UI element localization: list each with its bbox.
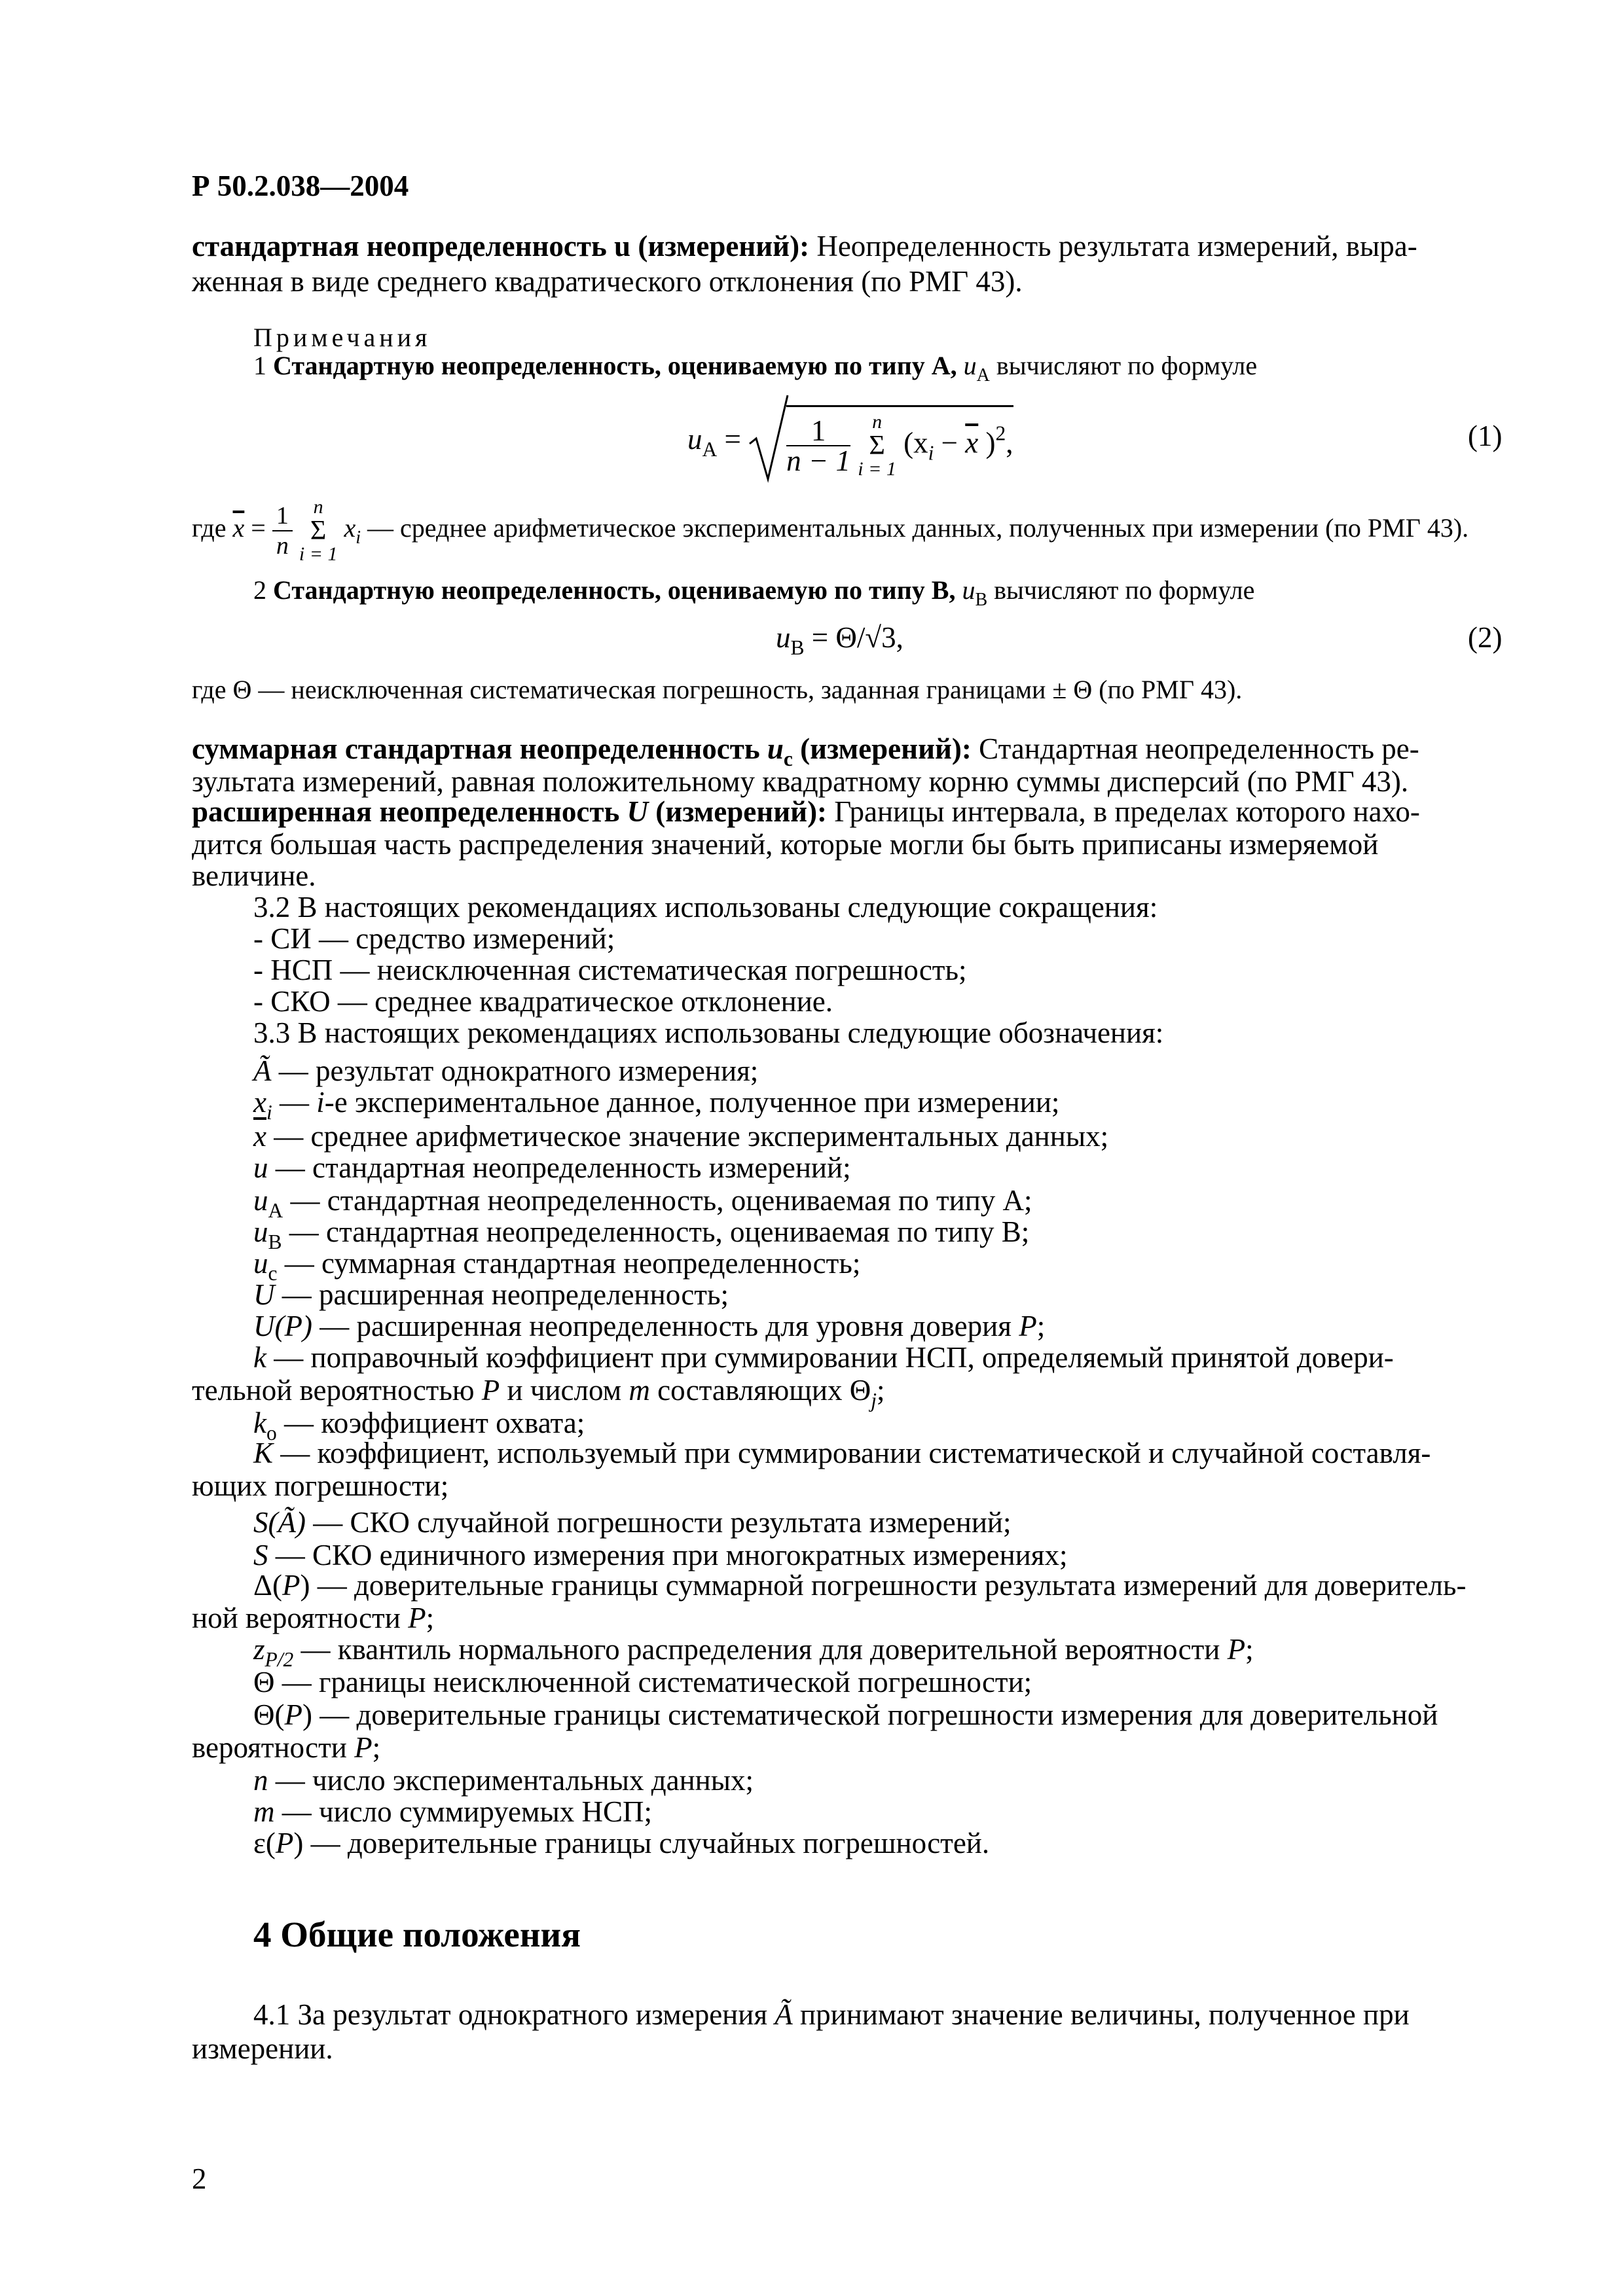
designation-item: [253, 1246, 861, 1285]
symbol: U: [253, 1278, 275, 1311]
designation-item: [253, 1342, 1493, 1373]
symbol: Δ(: [253, 1569, 282, 1602]
sigma-icon: Σ: [310, 516, 327, 546]
fraction: [272, 501, 293, 560]
sum-lower-limit: i = 1: [858, 458, 896, 480]
designation-item: [253, 1085, 1060, 1124]
sum-lower-limit: i = 1: [299, 543, 338, 565]
punctuation: ;: [877, 1374, 885, 1407]
note-bold-text: Стандартную неопределенность, оцениваемую по типу А,: [273, 351, 957, 380]
definition-continuation: зультата измерений, равная положительному квадратному корню суммы дисперсий (по РМГ 43).: [192, 765, 1409, 798]
punctuation: ;: [1245, 1633, 1254, 1666]
symbol: P: [282, 1569, 301, 1602]
document-header: Р 50.2.038—2004: [192, 170, 409, 202]
symbol: P: [275, 1827, 294, 1859]
designation-text: — стандартная неопределенность, оцениваемая по типу А;: [283, 1184, 1032, 1217]
symbol: n: [253, 1764, 268, 1797]
designation-text: — стандартная неопределенность, оцениваемая по типу В;: [282, 1215, 1030, 1248]
sqrt-body: [786, 405, 1013, 479]
designation-item: [253, 1570, 1493, 1601]
symbol: Ã: [775, 1998, 793, 2031]
symbol: ε(: [253, 1827, 276, 1859]
definition-continuation: дится большая часть распределения значений, которые могли бы быть приписаны измеряемой: [192, 828, 1379, 861]
sqrt-icon: [748, 393, 790, 484]
where-text: — среднее арифметическое экспериментальных данных, полученных при измерении (по РМГ 43).: [367, 513, 1469, 543]
definition-expanded-uncertainty: [192, 796, 1493, 827]
sqrt-sign: [748, 393, 790, 492]
designation-text: — число суммируемых НСП;: [274, 1795, 652, 1828]
note-bold-text: Стандартную неопределенность, оцениваемую по типу В,: [273, 575, 956, 605]
designation-text: и числом: [500, 1374, 629, 1407]
numerator: 1: [272, 501, 293, 531]
symbol: u: [963, 351, 977, 380]
note-2: [253, 575, 1255, 610]
designation-text: — число экспериментальных данных;: [268, 1764, 754, 1797]
designation-text: — расширенная неопределенность для уровня доверия: [312, 1310, 1019, 1342]
subscript: i: [356, 527, 361, 548]
designation-text: — стандартная неопределенность измерений;: [268, 1151, 851, 1184]
equation-number-2: (2): [1468, 621, 1503, 654]
punctuation: ;: [372, 1731, 381, 1764]
subscript: B: [975, 589, 988, 610]
designation-continuation: ющих погрешности;: [192, 1469, 449, 1502]
subscript: i: [266, 1101, 272, 1124]
symbol: P: [354, 1731, 373, 1764]
symbol: U(P): [253, 1310, 312, 1342]
x-bar: $\overline{x}$: [232, 513, 245, 543]
equals-sign: =: [724, 422, 741, 456]
designation-item: [253, 1278, 729, 1312]
definition-text: Границы интервала, в пределах которого нахо-: [834, 795, 1420, 828]
formula-2: [776, 620, 903, 660]
punctuation: ;: [426, 1602, 435, 1634]
definition-continuation: женная в виде среднего квадратического отклонения (по РМГ 43).: [192, 265, 1023, 298]
clause-3-2: 3.2 В настоящих рекомендациях использованы следующие сокращения:: [253, 891, 1158, 924]
symbol: m: [629, 1374, 650, 1407]
term: расширенная неопределенность: [192, 795, 620, 828]
clause-3-3: 3.3 В настоящих рекомендациях использованы следующие обозначения:: [253, 1016, 1164, 1049]
abbreviation-item: - СКО — среднее квадратическое отклонение.: [253, 985, 833, 1018]
note-text: вычисляют по формуле: [996, 351, 1258, 380]
designation-text: составляющих Θ: [649, 1374, 871, 1407]
formula-body-subscript: i: [928, 441, 934, 465]
designation-item: [253, 1505, 1012, 1539]
designation-item: [253, 1538, 1067, 1572]
numerator: 1: [786, 416, 850, 446]
symbol: P: [481, 1374, 500, 1407]
note-number: 1: [253, 351, 266, 380]
abbreviation-item: - НСП — неисключенная систематическая погрешность;: [253, 954, 967, 986]
definition-text: Неопределенность результата измерений, выра-: [816, 230, 1417, 262]
sum-upper-limit: n: [872, 411, 883, 433]
subscript: A: [268, 1199, 283, 1223]
designation-item: [253, 1795, 652, 1829]
note-1: [253, 350, 1258, 386]
term-end: (измерений):: [800, 732, 972, 765]
symbol: K: [253, 1437, 274, 1469]
designation-text: — суммарная стандартная неопределенность;: [277, 1247, 861, 1280]
designation-text: — квантиль нормального распределения для доверительной вероятности: [293, 1633, 1228, 1666]
designation-text: — доверительные границы суммарной погрешности результата измерений для доверитель-: [310, 1569, 1467, 1602]
sum-operator: [858, 412, 896, 479]
designation-item: [253, 1406, 585, 1445]
definition-text: Стандартная неопределенность ре-: [979, 732, 1419, 765]
paragraph-text: принимают значение величины, полученное при: [792, 1998, 1410, 2031]
symbol: $\overline{x}$: [253, 1120, 266, 1153]
symbol: k: [253, 1341, 266, 1374]
exponent: 2: [995, 422, 1006, 445]
formula-rhs: = Θ/√3,: [804, 621, 903, 654]
symbol: U: [627, 795, 649, 828]
symbol: S(Ã): [253, 1506, 306, 1539]
subscript: o: [266, 1422, 277, 1445]
designation-item: [253, 1119, 1108, 1153]
symbol: ): [293, 1827, 304, 1859]
designation-item: [253, 1215, 1030, 1254]
minus: −: [934, 426, 966, 459]
term: стандартная неопределенность u (измерений):: [192, 230, 810, 262]
formula-lhs-subscript: A: [702, 437, 718, 461]
designation-item: [253, 1763, 754, 1797]
page-number: 2: [192, 2162, 207, 2195]
note-number: 2: [253, 575, 266, 605]
symbol: ): [300, 1569, 310, 1602]
formula-body: (x: [903, 426, 928, 459]
symbol: P: [284, 1698, 302, 1731]
designation-item: [253, 1632, 1254, 1672]
notes-title: Примечания: [253, 323, 431, 352]
symbol: x: [253, 1086, 266, 1119]
definition-standard-uncertainty: [192, 230, 1493, 262]
designation-item: [253, 1699, 1493, 1731]
note-text: вычисляют по формуле: [994, 575, 1255, 605]
designation-text: — среднее арифметическое значение экспериментальных данных;: [266, 1120, 1109, 1153]
formula-lhs: u: [687, 422, 702, 456]
designation-text: — коэффициент охвата;: [276, 1407, 585, 1439]
designation-continuation: [192, 1373, 885, 1412]
designation-continuation: [192, 1601, 434, 1635]
denominator: n − 1: [786, 444, 851, 477]
symbol: m: [253, 1795, 275, 1828]
denominator: n: [276, 532, 289, 560]
where-line-1: [192, 497, 1468, 564]
symbol: u: [253, 1151, 268, 1184]
designation-text: ной вероятности: [192, 1602, 409, 1634]
designation-text: — результат однократного измерения;: [271, 1054, 759, 1087]
subscript: c: [783, 747, 793, 771]
punctuation: ;: [1036, 1310, 1046, 1342]
designation-item: [253, 1054, 758, 1088]
where-word: где: [192, 513, 227, 543]
equals-sign: =: [251, 513, 266, 543]
x-bar: $\overline{x}$: [965, 426, 979, 459]
term: суммарная стандартная неопределенность: [192, 732, 760, 765]
designation-text: — доверительные границы случайных погрешностей.: [303, 1827, 990, 1859]
designation-item: [253, 1151, 851, 1185]
symbol: u: [962, 575, 976, 605]
designation-text: -е экспериментальное данное, полученное при измерении;: [324, 1086, 1060, 1119]
subscript: A: [976, 365, 990, 386]
fraction: [786, 416, 850, 475]
designation-item: [253, 1826, 989, 1860]
designation-item: Θ — границы неисключенной систематической погрешности;: [253, 1666, 1032, 1698]
designation-text: — доверительные границы систематической погрешности измерения для доверительной: [312, 1698, 1438, 1731]
subscript: P/2: [264, 1648, 294, 1672]
designation-text: — СКО случайной погрешности результата измерений;: [305, 1506, 1012, 1539]
formula-lhs-subscript: B: [790, 636, 805, 660]
designation-item: [253, 1183, 1032, 1223]
symbol: u: [767, 732, 784, 765]
symbol: P: [1019, 1310, 1037, 1342]
formula-1: [687, 393, 1013, 492]
section-heading: 4 Общие положения: [253, 1914, 581, 1954]
symbol: z: [253, 1633, 265, 1666]
symbol: P: [408, 1602, 426, 1634]
paragraph-4-1: [253, 1999, 1493, 2030]
designation-item: [253, 1309, 1045, 1343]
designation-text: тельной вероятностью: [192, 1374, 482, 1407]
comma: ,: [1006, 426, 1013, 459]
designation-text: — расширенная неопределенность;: [274, 1278, 729, 1311]
subscript: j: [871, 1389, 877, 1412]
term-end: (измерений):: [655, 795, 828, 828]
symbol: P: [1227, 1633, 1246, 1666]
paragraph-text: 4.1 За результат однократного измерения: [253, 1998, 775, 2031]
definition-combined-uncertainty: [192, 732, 1493, 771]
sigma-icon: Σ: [869, 431, 885, 461]
paragraph-continuation: измерении.: [192, 2032, 333, 2065]
symbol: u: [253, 1215, 268, 1248]
designation-text: — СКО единичного измерения при многократных измерениях;: [268, 1539, 1068, 1571]
where-line-2: где Θ — неисключенная систематическая погрешность, заданная границами ± Θ (по РМГ 43).: [192, 675, 1243, 704]
x-symbol: x: [344, 513, 356, 543]
equation-number-1: (1): [1468, 420, 1503, 452]
formula-lhs: u: [776, 621, 791, 654]
symbol: u: [253, 1184, 268, 1217]
sum-upper-limit: n: [313, 496, 323, 518]
subscript: c: [268, 1262, 278, 1285]
symbol: Ã: [253, 1054, 272, 1087]
formula-body-end: ): [978, 426, 996, 459]
symbol: k: [253, 1407, 266, 1439]
symbol: ): [302, 1698, 312, 1731]
symbol: S: [253, 1539, 268, 1571]
designation-continuation: [192, 1731, 380, 1765]
designation-text: — поправочный коэффициент при суммировании НСП, определяемый принятой довери-: [266, 1341, 1394, 1374]
symbol: u: [253, 1247, 268, 1280]
symbol: i: [316, 1086, 325, 1119]
designation-text: —: [272, 1086, 317, 1119]
sum-operator: [299, 497, 338, 564]
designation-text: — коэффициент, используемый при суммировании систематической и случайной составля-: [273, 1437, 1431, 1469]
designation-item: [253, 1437, 1493, 1469]
definition-continuation: величине.: [192, 859, 316, 892]
symbol: Θ(: [253, 1698, 285, 1731]
subscript: B: [268, 1230, 282, 1254]
abbreviation-item: - СИ — средство измерений;: [253, 922, 615, 955]
designation-text: вероятности: [192, 1731, 355, 1764]
